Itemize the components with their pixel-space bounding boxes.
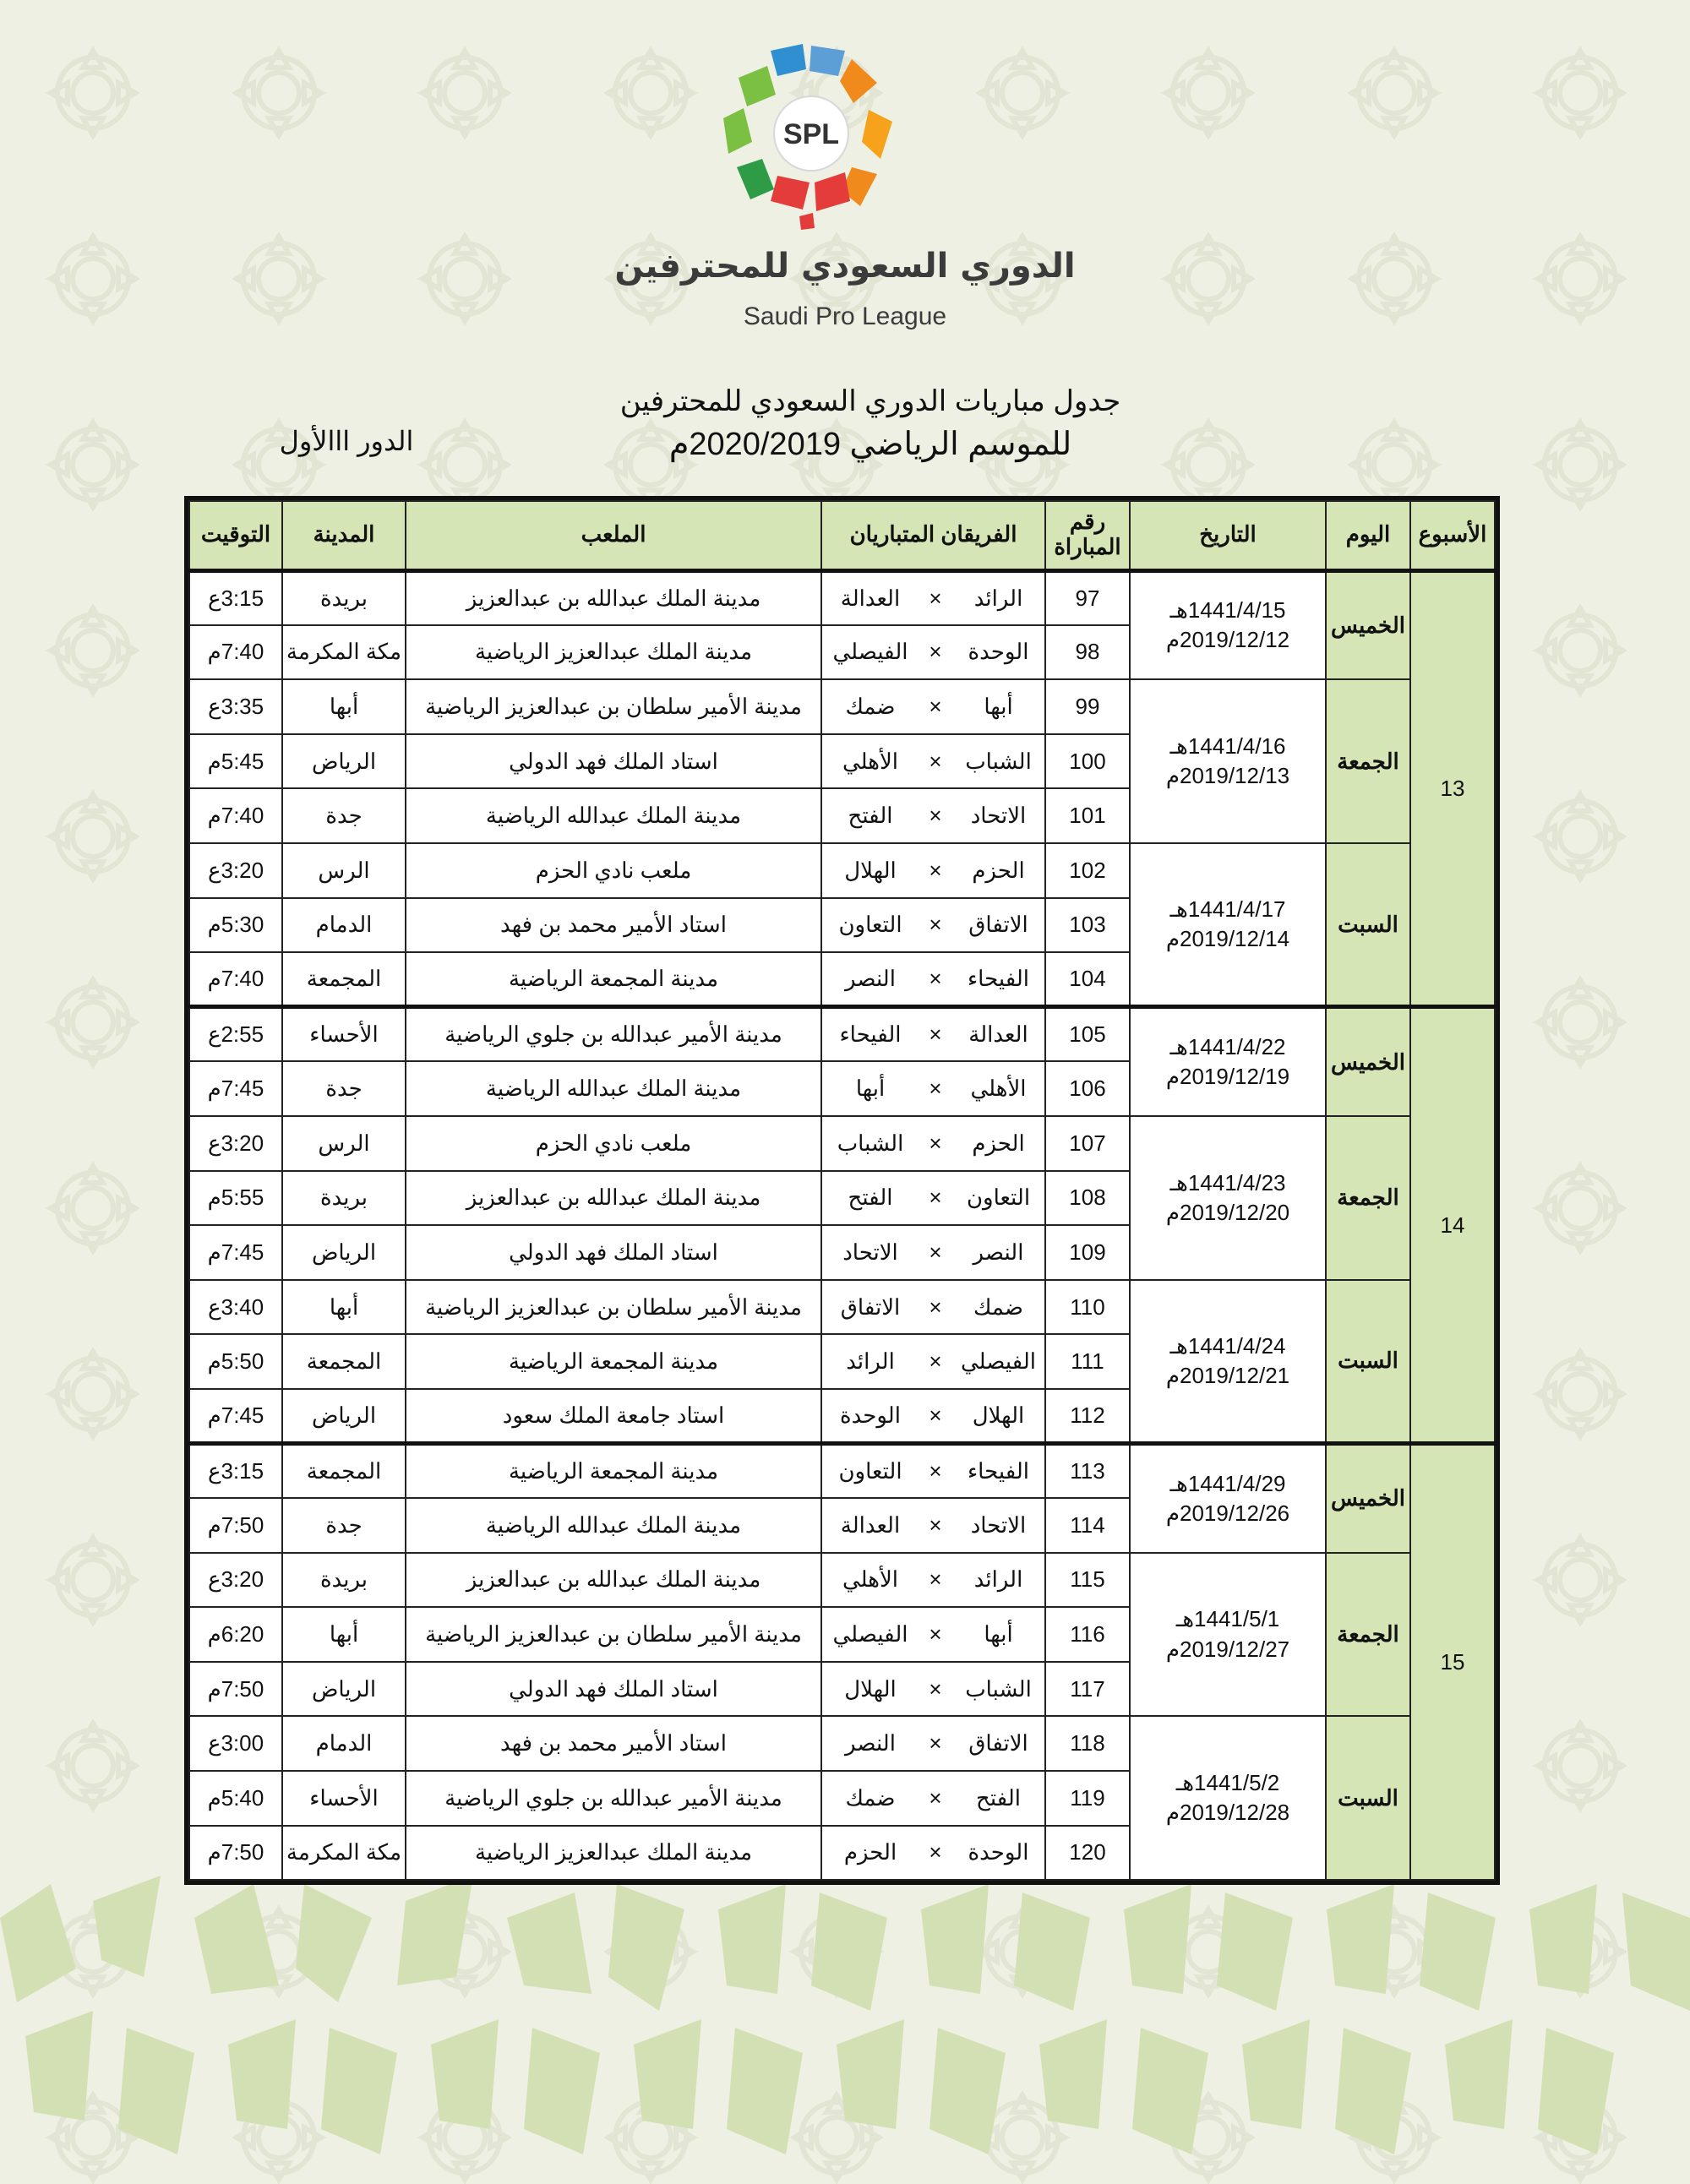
match-date <box>1130 1716 1326 1880</box>
match-number: 112 <box>1045 1389 1130 1444</box>
away-team: العدالة <box>821 570 919 625</box>
match-number: 104 <box>1045 952 1130 1007</box>
hijri-date: 1441/4/24هـ <box>1169 1332 1286 1359</box>
kickoff-time: 7:50م <box>189 1498 282 1553</box>
away-team: أبها <box>821 1061 919 1116</box>
hijri-date: 1441/4/29هـ <box>1169 1470 1286 1496</box>
header-match-no: رقم المباراة <box>1045 501 1130 570</box>
versus-symbol: × <box>919 734 952 789</box>
match-number: 103 <box>1045 898 1130 953</box>
away-team: التعاون <box>821 898 919 953</box>
gregorian-date: 2019/12/14م <box>1165 926 1290 952</box>
kickoff-time: 7:50م <box>189 1662 282 1717</box>
day-name: السبت <box>1326 1716 1410 1880</box>
header-week: الأسبوع <box>1410 501 1495 570</box>
match-date <box>1130 1444 1326 1553</box>
table-row <box>189 1716 1495 1771</box>
kickoff-time: 7:45م <box>189 1225 282 1280</box>
stadium: مدينة الملك عبدالله بن عبدالعزيز <box>406 570 821 625</box>
away-team: النصر <box>821 952 919 1007</box>
home-team: أبها <box>952 1607 1045 1662</box>
kickoff-time: 7:50م <box>189 1826 282 1881</box>
kickoff-time: 3:20ع <box>189 1116 282 1171</box>
away-team: الرائد <box>821 1334 919 1389</box>
city: الرياض <box>282 1662 406 1717</box>
stadium: استاد الأمير محمد بن فهد <box>406 1716 821 1771</box>
stadium: مدينة المجمعة الرياضية <box>406 1334 821 1389</box>
away-team: الهلال <box>821 1662 919 1717</box>
season-title: للموسم الرياضي 2020/2019م <box>668 427 1072 462</box>
day-name: الخميس <box>1326 570 1410 679</box>
bottom-decoration <box>0 1867 1690 2184</box>
match-number: 105 <box>1045 1007 1130 1062</box>
versus-symbol: × <box>919 570 952 625</box>
day-name: الجمعة <box>1326 679 1410 843</box>
hijri-date: 1441/4/23هـ <box>1169 1169 1286 1195</box>
kickoff-time: 6:20م <box>189 1607 282 1662</box>
city: بريدة <box>282 570 406 625</box>
versus-symbol: × <box>919 1280 952 1335</box>
versus-symbol: × <box>919 1061 952 1116</box>
stadium: مدينة الملك عبدالعزيز الرياضية <box>406 1826 821 1881</box>
home-team: الوحدة <box>952 625 1045 680</box>
header-teams: الفريقان المتباريان <box>821 501 1045 570</box>
home-team: الاتحاد <box>952 788 1045 843</box>
versus-symbol: × <box>919 1716 952 1771</box>
stadium: استاد جامعة الملك سعود <box>406 1389 821 1444</box>
stadium: مدينة الأمير سلطان بن عبدالعزيز الرياضية <box>406 1280 821 1335</box>
home-team: الفيحاء <box>952 952 1045 1007</box>
gregorian-date: 2019/12/26م <box>1165 1500 1290 1526</box>
week-number: 14 <box>1410 1007 1495 1444</box>
match-number: 99 <box>1045 679 1130 734</box>
stadium: مدينة الملك عبدالله الرياضية <box>406 1498 821 1553</box>
brand-english: Saudi Pro League <box>743 302 947 330</box>
brand-arabic: الدوري السعودي للمحترفين <box>614 247 1076 286</box>
gregorian-date: 2019/12/21م <box>1165 1362 1290 1388</box>
city: أبها <box>282 1280 406 1335</box>
match-date <box>1130 679 1326 843</box>
city: أبها <box>282 1607 406 1662</box>
versus-symbol: × <box>919 1444 952 1499</box>
gregorian-date: 2019/12/19م <box>1165 1064 1290 1090</box>
city: الرياض <box>282 1225 406 1280</box>
city: جدة <box>282 1498 406 1553</box>
versus-symbol: × <box>919 1334 952 1389</box>
away-team: الفيصلي <box>821 625 919 680</box>
day-name: الجمعة <box>1326 1116 1410 1280</box>
stadium: مدينة المجمعة الرياضية <box>406 952 821 1007</box>
match-number: 100 <box>1045 734 1130 789</box>
city: الدمام <box>282 898 406 953</box>
header-date: التاريخ <box>1130 501 1326 570</box>
away-team: ضمك <box>821 679 919 734</box>
gregorian-date: 2019/12/12م <box>1165 627 1290 653</box>
gregorian-date: 2019/12/28م <box>1165 1800 1290 1826</box>
kickoff-time: 3:20ع <box>189 843 282 898</box>
stadium: مدينة الملك عبدالله الرياضية <box>406 788 821 843</box>
match-date <box>1130 843 1326 1007</box>
day-name: السبت <box>1326 843 1410 1007</box>
week-number: 13 <box>1410 570 1495 1007</box>
kickoff-time: 7:40م <box>189 952 282 1007</box>
match-number: 116 <box>1045 1607 1130 1662</box>
hijri-date: 1441/4/17هـ <box>1169 896 1286 923</box>
stadium: مدينة الملك عبدالله بن عبدالعزيز <box>406 1171 821 1226</box>
spl-logo <box>718 41 904 235</box>
kickoff-time: 7:45م <box>189 1389 282 1444</box>
city: مكة المكرمة <box>282 1826 406 1881</box>
table-row <box>189 570 1495 625</box>
city: الرياض <box>282 1389 406 1444</box>
home-team: الوحدة <box>952 1826 1045 1881</box>
home-team: الرائد <box>952 570 1045 625</box>
away-team: الفيصلي <box>821 1607 919 1662</box>
table-row <box>189 1444 1495 1499</box>
away-team: النصر <box>821 1716 919 1771</box>
versus-symbol: × <box>919 1498 952 1553</box>
city: الأحساء <box>282 1771 406 1826</box>
match-date <box>1130 1280 1326 1444</box>
home-team: العدالة <box>952 1007 1045 1062</box>
match-number: 113 <box>1045 1444 1130 1499</box>
match-number: 107 <box>1045 1116 1130 1171</box>
kickoff-time: 7:40م <box>189 625 282 680</box>
home-team: الاتفاق <box>952 898 1045 953</box>
hijri-date: 1441/4/16هـ <box>1169 733 1286 759</box>
versus-symbol: × <box>919 1171 952 1226</box>
match-number: 98 <box>1045 625 1130 680</box>
kickoff-time: 3:15ع <box>189 1444 282 1499</box>
hijri-date: 1441/5/1هـ <box>1175 1606 1280 1632</box>
away-team: الشباب <box>821 1116 919 1171</box>
kickoff-time: 3:40ع <box>189 1280 282 1335</box>
match-number: 109 <box>1045 1225 1130 1280</box>
kickoff-time: 2:55ع <box>189 1007 282 1062</box>
away-team: الاتحاد <box>821 1225 919 1280</box>
city: الرياض <box>282 734 406 789</box>
table-row <box>189 1280 1495 1335</box>
home-team: الفيحاء <box>952 1444 1045 1499</box>
table-row <box>189 1116 1495 1171</box>
kickoff-time: 5:55م <box>189 1171 282 1226</box>
city: المجمعة <box>282 1444 406 1499</box>
gregorian-date: 2019/12/27م <box>1165 1636 1290 1662</box>
stadium: مدينة الأمير سلطان بن عبدالعزيز الرياضية <box>406 679 821 734</box>
stadium: ملعب نادي الحزم <box>406 843 821 898</box>
home-team: الحزم <box>952 1116 1045 1171</box>
city: المجمعة <box>282 952 406 1007</box>
stadium: مدينة الأمير عبدالله بن جلوي الرياضية <box>406 1771 821 1826</box>
away-team: الأهلي <box>821 734 919 789</box>
stadium: استاد الملك فهد الدولي <box>406 734 821 789</box>
versus-symbol: × <box>919 625 952 680</box>
versus-symbol: × <box>919 1007 952 1062</box>
kickoff-time: 5:30م <box>189 898 282 953</box>
city: بريدة <box>282 1553 406 1608</box>
city: جدة <box>282 1061 406 1116</box>
match-date <box>1130 1116 1326 1280</box>
away-team: العدالة <box>821 1498 919 1553</box>
kickoff-time: 3:20ع <box>189 1553 282 1608</box>
schedule-title: جدول مباريات الدوري السعودي للمحترفين <box>619 385 1121 417</box>
match-date <box>1130 1553 1326 1717</box>
versus-symbol: × <box>919 1826 952 1881</box>
versus-symbol: × <box>919 679 952 734</box>
kickoff-time: 7:40م <box>189 788 282 843</box>
hijri-date: 1441/5/2هـ <box>1175 1770 1280 1796</box>
table-row <box>189 843 1495 898</box>
home-team: الأهلي <box>952 1061 1045 1116</box>
home-team: النصر <box>952 1225 1045 1280</box>
stadium: ملعب نادي الحزم <box>406 1116 821 1171</box>
city: بريدة <box>282 1171 406 1226</box>
away-team: الفتح <box>821 788 919 843</box>
stadium: استاد الملك فهد الدولي <box>406 1225 821 1280</box>
kickoff-time: 5:45م <box>189 734 282 789</box>
versus-symbol: × <box>919 1607 952 1662</box>
home-team: الشباب <box>952 1662 1045 1717</box>
home-team: الحزم <box>952 843 1045 898</box>
versus-symbol: × <box>919 1662 952 1717</box>
match-number: 97 <box>1045 570 1130 625</box>
stadium: استاد الأمير محمد بن فهد <box>406 898 821 953</box>
match-date <box>1130 1007 1326 1116</box>
versus-symbol: × <box>919 1553 952 1608</box>
stadium: مدينة الملك عبدالعزيز الرياضية <box>406 625 821 680</box>
match-number: 115 <box>1045 1553 1130 1608</box>
match-number: 102 <box>1045 843 1130 898</box>
kickoff-time: 3:35ع <box>189 679 282 734</box>
day-name: الخميس <box>1326 1444 1410 1553</box>
versus-symbol: × <box>919 1225 952 1280</box>
home-team: الاتحاد <box>952 1498 1045 1553</box>
logo-text: SPL <box>782 118 840 150</box>
versus-symbol: × <box>919 1389 952 1444</box>
table-row <box>189 1007 1495 1062</box>
versus-symbol: × <box>919 1771 952 1826</box>
stadium: مدينة الأمير سلطان بن عبدالعزيز الرياضية <box>406 1607 821 1662</box>
header-city: المدينة <box>282 501 406 570</box>
city: أبها <box>282 679 406 734</box>
header-stadium: الملعب <box>406 501 821 570</box>
schedule-body <box>189 570 1495 1880</box>
kickoff-time: 3:00ع <box>189 1716 282 1771</box>
table-header-row <box>189 501 1495 570</box>
match-number: 119 <box>1045 1771 1130 1826</box>
match-number: 108 <box>1045 1171 1130 1226</box>
round-label: الدور ااالأول <box>279 426 414 456</box>
match-number: 114 <box>1045 1498 1130 1553</box>
away-team: الحزم <box>821 1826 919 1881</box>
day-name: الجمعة <box>1326 1553 1410 1717</box>
stadium: مدينة الملك عبدالله بن عبدالعزيز <box>406 1553 821 1608</box>
kickoff-time: 7:45م <box>189 1061 282 1116</box>
versus-symbol: × <box>919 788 952 843</box>
away-team: ضمك <box>821 1771 919 1826</box>
gregorian-date: 2019/12/13م <box>1165 763 1290 789</box>
home-team: الفيصلي <box>952 1334 1045 1389</box>
day-name: الخميس <box>1326 1007 1410 1116</box>
header-day: اليوم <box>1326 501 1410 570</box>
table-row <box>189 679 1495 734</box>
match-date <box>1130 570 1326 679</box>
home-team: ضمك <box>952 1280 1045 1335</box>
match-number: 117 <box>1045 1662 1130 1717</box>
city: الرس <box>282 1116 406 1171</box>
city: مكة المكرمة <box>282 625 406 680</box>
city: الأحساء <box>282 1007 406 1062</box>
versus-symbol: × <box>919 1116 952 1171</box>
home-team: الاتفاق <box>952 1716 1045 1771</box>
kickoff-time: 3:15ع <box>189 570 282 625</box>
away-team: الفيحاء <box>821 1007 919 1062</box>
day-name: السبت <box>1326 1280 1410 1444</box>
away-team: الأهلي <box>821 1553 919 1608</box>
stadium: مدينة الأمير عبدالله بن جلوي الرياضية <box>406 1007 821 1062</box>
kickoff-time: 5:50م <box>189 1334 282 1389</box>
match-number: 110 <box>1045 1280 1130 1335</box>
header-time: التوقيت <box>189 501 282 570</box>
gregorian-date: 2019/12/20م <box>1165 1199 1290 1225</box>
hijri-date: 1441/4/15هـ <box>1169 597 1286 624</box>
week-number: 15 <box>1410 1444 1495 1881</box>
away-team: التعاون <box>821 1444 919 1499</box>
city: المجمعة <box>282 1334 406 1389</box>
versus-symbol: × <box>919 898 952 953</box>
home-team: التعاون <box>952 1171 1045 1226</box>
match-number: 111 <box>1045 1334 1130 1389</box>
home-team: الشباب <box>952 734 1045 789</box>
home-team: الفتح <box>952 1771 1045 1826</box>
city: جدة <box>282 788 406 843</box>
stadium: مدينة الملك عبدالله الرياضية <box>406 1061 821 1116</box>
versus-symbol: × <box>919 843 952 898</box>
away-team: الاتفاق <box>821 1280 919 1335</box>
versus-symbol: × <box>919 952 952 1007</box>
stadium: استاد الملك فهد الدولي <box>406 1662 821 1717</box>
schedule-table <box>188 500 1496 1881</box>
hijri-date: 1441/4/22هـ <box>1169 1034 1286 1059</box>
match-number: 118 <box>1045 1716 1130 1771</box>
away-team: الهلال <box>821 843 919 898</box>
away-team: الوحدة <box>821 1389 919 1444</box>
city: الدمام <box>282 1716 406 1771</box>
stadium: مدينة المجمعة الرياضية <box>406 1444 821 1499</box>
home-team: أبها <box>952 679 1045 734</box>
match-number: 101 <box>1045 788 1130 843</box>
table-row <box>189 1553 1495 1608</box>
home-team: الرائد <box>952 1553 1045 1608</box>
city: الرس <box>282 843 406 898</box>
match-number: 106 <box>1045 1061 1130 1116</box>
away-team: الفتح <box>821 1171 919 1226</box>
kickoff-time: 5:40م <box>189 1771 282 1826</box>
match-number: 120 <box>1045 1826 1130 1881</box>
home-team: الهلال <box>952 1389 1045 1444</box>
